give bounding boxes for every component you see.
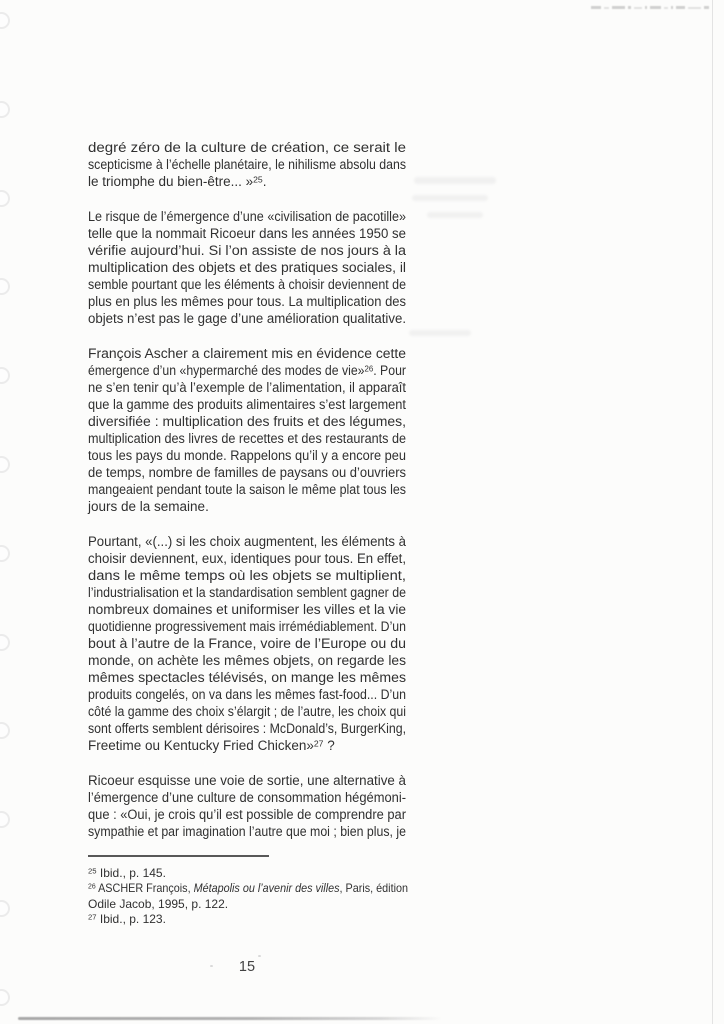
text-segment: l’industrialisation et la standardisation semblent gagner de xyxy=(88,585,406,600)
text-line xyxy=(88,156,406,173)
binding-hole xyxy=(0,101,10,118)
bleedthrough-smudge xyxy=(409,330,471,336)
binding-hole xyxy=(0,634,10,651)
text-segment: . xyxy=(262,174,267,189)
binding-hole xyxy=(0,811,10,828)
text-segment: produits congelés, on va dans les mêmes fast-food... D’un xyxy=(88,687,406,702)
text-segment: telle que la nommait Ricoeur dans les années 1950 se xyxy=(88,226,406,241)
footnote-reference: 26 xyxy=(88,881,96,891)
text-segment: plus en plus les mêmes pour tous. La multiplication des xyxy=(88,294,406,309)
binding-hole xyxy=(0,278,10,295)
text-segment: ASCHER François, xyxy=(95,881,194,896)
text-line xyxy=(88,652,406,669)
text-segment: sont offerts semblent dérisoires : McDonald’s, BurgerKing, xyxy=(88,721,406,736)
text-line xyxy=(88,139,406,156)
artifact-dash xyxy=(664,7,668,9)
text-segment: diversifiée : multiplication des fruits et des légumes, xyxy=(88,414,406,429)
artifact-dash xyxy=(628,6,631,9)
text-segment: quotidienne progressivement mais irrémédiablement. D’un xyxy=(88,619,406,634)
text-line xyxy=(88,293,406,310)
text-line xyxy=(88,703,406,720)
page-edge-right xyxy=(712,0,713,1024)
artifact-dash xyxy=(634,7,642,9)
binding-hole xyxy=(0,12,10,29)
text-segment: Métapolis ou l’avenir des villes xyxy=(193,881,340,896)
text-line xyxy=(88,173,406,190)
text-segment: Pourtant, «(...) si les choix augmentent, les éléments à xyxy=(88,534,406,549)
text-segment: tous les pays du monde. Rappelons qu’il y a encore peu xyxy=(88,448,406,463)
text-line xyxy=(88,912,408,927)
footnote-reference: 25 xyxy=(88,866,97,876)
binding-hole xyxy=(0,722,10,739)
page-edge-bottom xyxy=(18,1017,442,1020)
text-line xyxy=(88,225,406,242)
text-line xyxy=(88,242,406,259)
body-paragraph xyxy=(88,139,406,190)
text-segment: François Ascher a clairement mis en évidence cette xyxy=(88,346,406,361)
text-segment: jours de la semaine. xyxy=(88,499,209,514)
text-segment: multiplication des objets et des pratiques sociales, il xyxy=(88,260,406,275)
artifact-dash xyxy=(591,6,601,9)
text-line xyxy=(88,789,406,806)
text-line xyxy=(88,379,406,396)
text-segment: . Pour xyxy=(373,363,406,378)
artifact-dash xyxy=(604,7,609,9)
text-segment: émergence d’un «hypermarché des modes de vie» xyxy=(88,363,365,378)
text-segment: côté la gamme des choix s’élargit ; de l’autre, les choix qui xyxy=(88,704,406,719)
text-segment: choisir deviennent, eux, identiques pour tous. En effet, xyxy=(88,551,406,566)
footnote xyxy=(88,866,408,881)
page-number: 15 xyxy=(238,959,256,975)
binding-hole xyxy=(0,989,10,1006)
text-segment: Odile Jacob, 1995, p. 122. xyxy=(88,896,229,911)
text-segment: Ricoeur esquisse une voie de sortie, une alternative à xyxy=(88,773,406,788)
text-segment: Ibid., p. 145. xyxy=(96,866,166,880)
text-segment: Ibid., p. 123. xyxy=(96,912,166,927)
text-segment: le triomphe du bien-être... » xyxy=(88,174,254,189)
text-line xyxy=(88,669,406,686)
bleedthrough-smudge xyxy=(412,195,488,201)
text-segment: ? xyxy=(323,738,335,753)
text-segment: mêmes spectacles télévisés, on mange les mêmes xyxy=(88,670,406,685)
text-line xyxy=(88,567,406,584)
text-line xyxy=(88,601,406,618)
binding-hole xyxy=(0,190,10,207)
text-segment: , Paris, édition xyxy=(339,881,408,896)
text-line xyxy=(88,618,406,635)
text-line xyxy=(88,635,406,652)
text-segment: dans le même temps où les objets se multiplient, xyxy=(88,568,406,583)
text-segment: que la gamme des produits alimentaires s’est largement xyxy=(88,397,406,412)
text-line xyxy=(88,897,408,912)
text-line xyxy=(88,533,406,550)
text-line xyxy=(88,208,406,225)
binding-hole xyxy=(0,900,10,917)
text-line xyxy=(88,345,406,362)
binding-hole xyxy=(0,545,10,562)
text-segment: multiplication des livres de recettes et des restaurants de xyxy=(88,431,406,446)
artifact-dash xyxy=(676,6,685,9)
text-line xyxy=(88,464,406,481)
footnote xyxy=(88,912,408,927)
text-line xyxy=(88,276,406,293)
text-line xyxy=(88,362,406,379)
body-paragraph xyxy=(88,345,406,515)
text-segment: mangeaient pendant toute la saison le même plat tous les xyxy=(88,482,406,497)
text-line xyxy=(88,720,406,737)
text-segment: vérifie aujourd’hui. Si l’on assiste de nos jours à la xyxy=(88,243,406,258)
text-line xyxy=(88,310,406,327)
text-line xyxy=(88,481,406,498)
text-segment: objets n’est pas le gage d’une amélioration qualitative. xyxy=(88,311,406,326)
text-line xyxy=(88,584,406,601)
text-line xyxy=(88,550,406,567)
text-segment: l’émergence d’une culture de consommation hégémoni- xyxy=(88,790,406,805)
text-line xyxy=(88,259,406,276)
binding-hole xyxy=(0,367,10,384)
text-segment: degré zéro de la culture de création, ce serait le xyxy=(88,140,406,155)
text-segment: Le risque de l’émergence d’une «civilisation de pacotille» xyxy=(88,209,406,224)
footnote-reference: 26 xyxy=(364,363,374,374)
scan-artifact-top-right xyxy=(591,4,715,11)
text-line xyxy=(88,498,406,515)
footnote-separator-rule xyxy=(88,855,269,857)
artifact-dash xyxy=(704,6,709,9)
text-line xyxy=(88,413,406,430)
text-line xyxy=(88,447,406,464)
text-line xyxy=(88,823,406,840)
footnote-list xyxy=(88,866,408,928)
artifact-dash xyxy=(671,6,673,9)
text-segment: de temps, nombre de familles de paysans ou d’ouvriers xyxy=(88,465,406,480)
body-paragraph xyxy=(88,208,406,327)
text-segment: sympathie et par imagination l’autre que moi ; bien plus, je xyxy=(88,824,406,839)
text-segment: bout à l’autre de la France, voire de l’Europe ou du xyxy=(88,636,406,651)
artifact-dash xyxy=(650,6,661,9)
text-segment: Freetime ou Kentucky Fried Chicken» xyxy=(88,738,314,753)
body-paragraph xyxy=(88,533,406,754)
footnote xyxy=(88,881,408,912)
bleedthrough-smudge xyxy=(427,212,483,218)
body-paragraph xyxy=(88,772,406,840)
text-segment: nombreux domaines et uniformiser les villes et la vie xyxy=(88,602,407,617)
footnote-reference: 27 xyxy=(313,738,324,749)
artifact-dash xyxy=(612,6,625,9)
text-segment: ne s’en tenir qu’à l’exemple de l’alimentation, il apparaît xyxy=(88,380,406,395)
scan-speck xyxy=(258,955,261,957)
text-line xyxy=(88,737,406,754)
text-segment: semble pourtant que les éléments à choisir deviennent de xyxy=(88,277,406,292)
text-line xyxy=(88,866,408,881)
text-line xyxy=(88,806,406,823)
text-line xyxy=(88,396,406,413)
text-segment: scepticisme à l’échelle planétaire, le nihilisme absolu dans xyxy=(88,157,406,172)
body-text xyxy=(88,139,406,840)
text-line xyxy=(88,686,406,703)
artifact-dash xyxy=(645,6,647,9)
text-line xyxy=(88,772,406,789)
artifact-dash xyxy=(688,7,701,9)
text-segment: monde, on achète les mêmes objets, on regarde les xyxy=(88,653,407,668)
text-line xyxy=(88,881,408,896)
footnote-reference: 25 xyxy=(253,174,263,185)
binding-hole xyxy=(0,456,10,473)
footnotes xyxy=(88,855,408,928)
footnote-reference: 27 xyxy=(88,912,97,922)
bleedthrough-smudge xyxy=(414,177,496,184)
text-segment: que : «Oui, je crois qu’il est possible de comprendre par xyxy=(88,807,406,822)
text-line xyxy=(88,430,406,447)
